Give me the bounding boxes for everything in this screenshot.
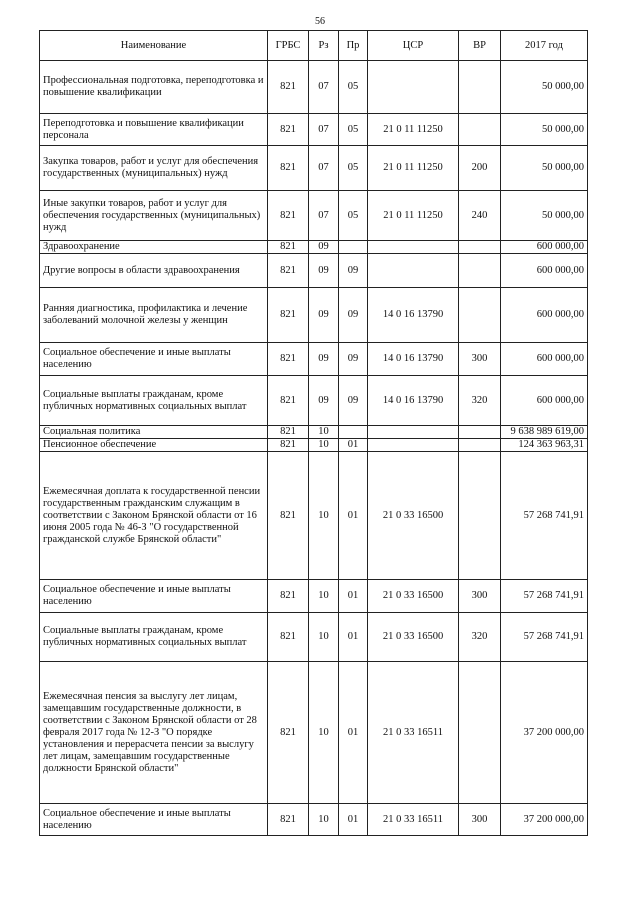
header-rz: Рз (309, 31, 339, 61)
cell-name: Социальные выплаты гражданам, кроме публичных нормативных социальных выплат (40, 613, 268, 662)
cell-csr (368, 241, 459, 254)
cell-name: Иные закупки товаров, работ и услуг для обеспечения государственных (муниципальных) нужд (40, 191, 268, 241)
cell-csr: 21 0 33 16500 (368, 580, 459, 613)
cell-grbs: 821 (268, 114, 309, 146)
cell-vr (459, 426, 501, 439)
cell-pr: 05 (339, 114, 368, 146)
cell-pr: 05 (339, 191, 368, 241)
cell-vr: 320 (459, 376, 501, 426)
cell-rz: 10 (309, 439, 339, 452)
cell-pr: 05 (339, 61, 368, 114)
table-row (40, 146, 588, 191)
cell-pr: 09 (339, 376, 368, 426)
cell-vr: 240 (459, 191, 501, 241)
cell-rz: 10 (309, 662, 339, 804)
cell-pr: 09 (339, 343, 368, 376)
cell-sum: 600 000,00 (501, 241, 588, 254)
table-row (40, 61, 588, 114)
cell-grbs: 821 (268, 254, 309, 288)
cell-rz: 09 (309, 241, 339, 254)
table-row (40, 580, 588, 613)
cell-sum: 57 268 741,91 (501, 580, 588, 613)
cell-vr (459, 452, 501, 580)
header-csr: ЦСР (368, 31, 459, 61)
table-row (40, 426, 588, 439)
cell-pr: 01 (339, 804, 368, 836)
cell-sum: 37 200 000,00 (501, 662, 588, 804)
cell-name: Ежемесячная доплата к государственной пенсии государственным гражданским служащим в соответствии с Законом Брянской области от 16 июня 2005 года № 46-З "О государственной гражданской службе Брянской области" (40, 452, 268, 580)
cell-grbs: 821 (268, 288, 309, 343)
cell-name: Закупка товаров, работ и услуг для обеспечения государственных (муниципальных) нужд (40, 146, 268, 191)
cell-rz: 09 (309, 288, 339, 343)
cell-name: Пенсионное обеспечение (40, 439, 268, 452)
cell-pr: 01 (339, 439, 368, 452)
table-row (40, 376, 588, 426)
cell-grbs: 821 (268, 452, 309, 580)
cell-csr: 21 0 11 11250 (368, 146, 459, 191)
cell-rz: 07 (309, 191, 339, 241)
cell-rz: 09 (309, 254, 339, 288)
cell-name: Социальная политика (40, 426, 268, 439)
page-number: 56 (315, 16, 325, 27)
cell-sum: 50 000,00 (501, 61, 588, 114)
cell-rz: 09 (309, 376, 339, 426)
cell-vr (459, 241, 501, 254)
cell-vr: 300 (459, 580, 501, 613)
cell-name: Переподготовка и повышение квалификации персонала (40, 114, 268, 146)
cell-csr (368, 439, 459, 452)
table-row (40, 343, 588, 376)
cell-grbs: 821 (268, 580, 309, 613)
cell-vr (459, 61, 501, 114)
cell-grbs: 821 (268, 191, 309, 241)
cell-grbs: 821 (268, 61, 309, 114)
table-header-row (40, 31, 588, 61)
cell-pr (339, 241, 368, 254)
cell-name: Социальное обеспечение и иные выплаты населению (40, 580, 268, 613)
cell-pr: 01 (339, 613, 368, 662)
cell-csr: 14 0 16 13790 (368, 376, 459, 426)
cell-rz: 10 (309, 613, 339, 662)
cell-vr (459, 662, 501, 804)
cell-name: Социальное обеспечение и иные выплаты населению (40, 343, 268, 376)
cell-vr (459, 254, 501, 288)
cell-name: Социальное обеспечение и иные выплаты населению (40, 804, 268, 836)
cell-grbs: 821 (268, 804, 309, 836)
cell-vr: 320 (459, 613, 501, 662)
header-year: 2017 год (501, 31, 588, 61)
cell-pr: 09 (339, 254, 368, 288)
cell-csr: 21 0 11 11250 (368, 191, 459, 241)
cell-sum: 57 268 741,91 (501, 613, 588, 662)
cell-grbs: 821 (268, 662, 309, 804)
cell-grbs: 821 (268, 613, 309, 662)
cell-name: Профессиональная подготовка, переподготовка и повышение квалификации (40, 61, 268, 114)
cell-pr: 01 (339, 452, 368, 580)
cell-vr: 300 (459, 343, 501, 376)
header-name: Наименование (40, 31, 268, 61)
cell-csr: 14 0 16 13790 (368, 288, 459, 343)
cell-vr (459, 114, 501, 146)
table-row (40, 804, 588, 836)
cell-grbs: 821 (268, 426, 309, 439)
cell-vr (459, 288, 501, 343)
cell-grbs: 821 (268, 439, 309, 452)
cell-rz: 10 (309, 804, 339, 836)
cell-csr: 21 0 11 11250 (368, 114, 459, 146)
cell-sum: 600 000,00 (501, 343, 588, 376)
cell-pr: 01 (339, 662, 368, 804)
cell-pr (339, 426, 368, 439)
cell-rz: 10 (309, 426, 339, 439)
cell-csr (368, 254, 459, 288)
cell-csr (368, 61, 459, 114)
cell-grbs: 821 (268, 343, 309, 376)
cell-sum: 50 000,00 (501, 191, 588, 241)
header-pr: Пр (339, 31, 368, 61)
cell-sum: 124 363 963,31 (501, 439, 588, 452)
table-row (40, 439, 588, 452)
cell-rz: 10 (309, 580, 339, 613)
cell-csr: 21 0 33 16511 (368, 662, 459, 804)
cell-rz: 09 (309, 343, 339, 376)
table-row (40, 254, 588, 288)
header-grbs: ГРБС (268, 31, 309, 61)
cell-name: Ежемесячная пенсия за выслугу лет лицам, замещавшим государственные должности, в соответствии с Законом Брянской области от 28 февраля 2017 года № 12-З "О порядке установления и перерасчета пенсии за выслугу лет лицам, замещавшим государственные должности Брянской области" (40, 662, 268, 804)
budget-table (39, 30, 588, 836)
cell-grbs: 821 (268, 376, 309, 426)
cell-sum: 600 000,00 (501, 254, 588, 288)
cell-name: Другие вопросы в области здравоохранения (40, 254, 268, 288)
table-row (40, 452, 588, 580)
cell-sum: 9 638 989 619,00 (501, 426, 588, 439)
table-row (40, 288, 588, 343)
table-row (40, 662, 588, 804)
cell-grbs: 821 (268, 146, 309, 191)
cell-pr: 05 (339, 146, 368, 191)
cell-grbs: 821 (268, 241, 309, 254)
cell-sum: 50 000,00 (501, 114, 588, 146)
cell-rz: 07 (309, 61, 339, 114)
table-row (40, 191, 588, 241)
cell-sum: 50 000,00 (501, 146, 588, 191)
cell-vr (459, 439, 501, 452)
cell-csr: 14 0 16 13790 (368, 343, 459, 376)
cell-name: Социальные выплаты гражданам, кроме публичных нормативных социальных выплат (40, 376, 268, 426)
cell-rz: 10 (309, 452, 339, 580)
cell-name: Ранняя диагностика, профилактика и лечение заболеваний молочной железы у женщин (40, 288, 268, 343)
cell-pr: 09 (339, 288, 368, 343)
cell-sum: 600 000,00 (501, 376, 588, 426)
cell-csr: 21 0 33 16500 (368, 613, 459, 662)
cell-sum: 57 268 741,91 (501, 452, 588, 580)
cell-vr: 200 (459, 146, 501, 191)
table-row (40, 114, 588, 146)
cell-rz: 07 (309, 114, 339, 146)
cell-pr: 01 (339, 580, 368, 613)
cell-sum: 600 000,00 (501, 288, 588, 343)
table-row (40, 613, 588, 662)
header-vr: ВР (459, 31, 501, 61)
cell-vr: 300 (459, 804, 501, 836)
cell-csr (368, 426, 459, 439)
cell-csr: 21 0 33 16511 (368, 804, 459, 836)
cell-name: Здравоохранение (40, 241, 268, 254)
cell-rz: 07 (309, 146, 339, 191)
cell-sum: 37 200 000,00 (501, 804, 588, 836)
table-row (40, 241, 588, 254)
cell-csr: 21 0 33 16500 (368, 452, 459, 580)
